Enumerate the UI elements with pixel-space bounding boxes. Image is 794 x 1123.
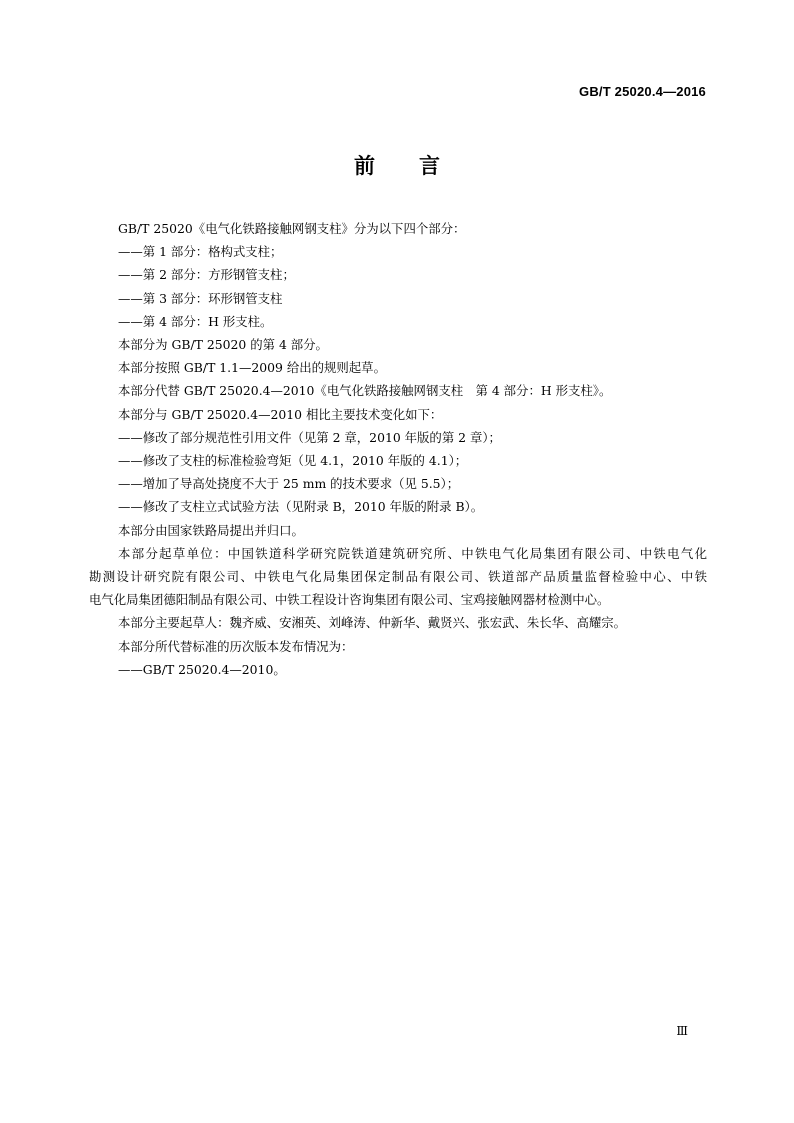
drafting-units-line-1: 本部分起草单位：中国铁道科学研究院铁道建筑研究所、中铁电气化局集团有限公司、中铁电气化 (118, 545, 707, 561)
paragraph: 本部分所代替标准的历次版本发布情况为： (118, 638, 354, 654)
page-title: 前言 (354, 154, 484, 178)
drafting-units-line-3: 电气化局集团德阳制品有限公司、中铁工程设计咨询集团有限公司、宝鸡接触网器材检测中心。 (89, 592, 610, 608)
list-item: ——第 3 部分：环形钢管支柱 (118, 290, 283, 306)
paragraph: 本部分代替 GB/T 25020.4—2010《电气化铁路接触网钢支柱 第 4 部分：H 形支柱》。 (118, 383, 612, 399)
paragraph: GB/T 25020《电气化铁路接触网钢支柱》分为以下四个部分： (118, 221, 466, 236)
list-item: ——第 2 部分：方形钢管支柱； (118, 267, 295, 283)
list-item: ——修改了支柱立式试验方法（见附录 B，2010 年版的附录 B）。 (118, 499, 484, 515)
paragraph: 本部分按照 GB/T 1.1—2009 给出的规则起草。 (118, 360, 386, 376)
list-item: ——第 4 部分：H 形支柱。 (118, 313, 273, 329)
list-item: ——第 1 部分：格构式支柱； (118, 244, 283, 260)
page-number: Ⅲ (676, 1024, 688, 1038)
paragraph: 本部分主要起草人：魏齐威、安湘英、刘峰涛、仲新华、戴贤兴、张宏武、朱长华、高耀宗。 (118, 615, 627, 631)
list-item: ——修改了部分规范性引用文件（见第 2 章，2010 年版的第 2 章）； (118, 429, 501, 445)
list-item: ——GB/T 25020.4—2010。 (118, 661, 286, 677)
standard-code: GB/T 25020.4—2016 (579, 84, 706, 99)
list-item: ——修改了支柱的标准检验弯矩（见 4.1，2010 年版的 4.1）； (118, 453, 468, 469)
paragraph: 本部分由国家铁路局提出并归口。 (118, 522, 304, 538)
document-body (89, 217, 707, 681)
paragraph: 本部分为 GB/T 25020 的第 4 部分。 (118, 337, 328, 353)
list-item: ——增加了导高处挠度不大于 25 mm 的技术要求（见 5.5）； (118, 476, 460, 492)
paragraph: 本部分与 GB/T 25020.4—2010 相比主要技术变化如下： (118, 406, 443, 422)
drafting-units-line-2: 勘测设计研究院有限公司、中铁电气化局集团保定制品有限公司、铁道部产品质量监督检验中心、中铁 (89, 569, 707, 585)
